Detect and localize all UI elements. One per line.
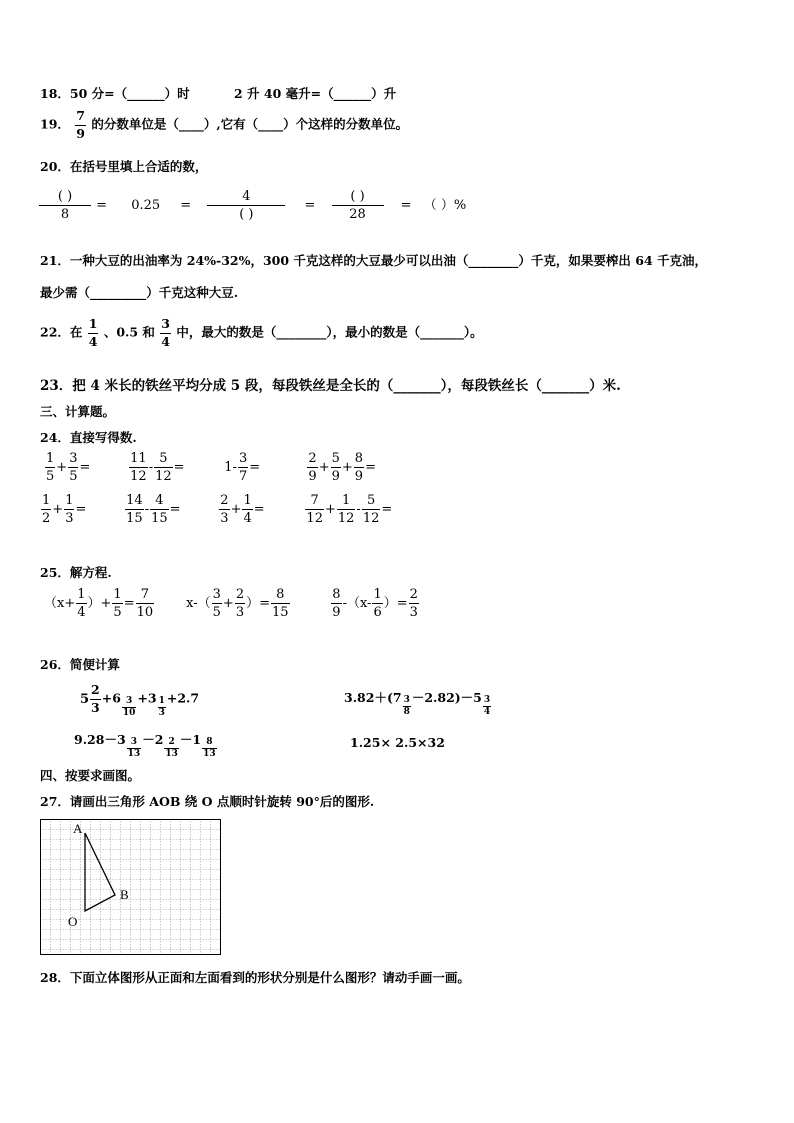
q22-line: [40, 318, 483, 348]
equals-sign: =: [400, 198, 412, 213]
q26-expr-3[interactable]: 9.28－3 $\frac{3}{13}$ －2 $\frac{2}{13}$ －1 $\frac{8}{13}$: [74, 732, 216, 759]
grid-border: [41, 820, 221, 955]
q24-title: 24．直接写得数.: [40, 430, 137, 445]
q20-fraction-1[interactable]: $\frac{( )}{8}$: [39, 190, 91, 221]
q25-equations: [44, 588, 420, 619]
q24-expr-7[interactable]: $\frac{2}{3}$ + $\frac{1}{4}$ =: [220, 493, 265, 526]
q18-number: 18．: [40, 86, 70, 101]
q21-line-1[interactable]: 21．一种大豆的出油率为 24%-32%，300 千克这样的大豆最少可以出油（________）千克，如果要榨出 64 千克油，: [40, 253, 708, 268]
q22-fraction-1: $\frac{1}{4}$: [88, 316, 98, 349]
q22-middle: 、0.5 和: [103, 324, 155, 340]
equals-sign: =: [96, 198, 108, 213]
q20-title: 20．在括号里填上合适的数，: [40, 159, 208, 174]
q24-row-2: [40, 494, 392, 525]
q19-number: 19．: [40, 116, 70, 132]
q20-fraction-3[interactable]: $\frac{( )}{28}$: [332, 190, 384, 221]
q24-expr-3[interactable]: 1- $\frac{3}{7}$ =: [224, 451, 261, 484]
q19-line: [40, 110, 408, 140]
q24-row-1: [44, 452, 376, 483]
q24-expr-6[interactable]: $\frac{14}{15}$ - $\frac{4}{15}$ =: [126, 493, 181, 526]
q22-suffix[interactable]: 中，最大的数是（________），最小的数是（_______）。: [176, 324, 483, 340]
q20-value: 0.25: [131, 198, 161, 213]
q19-fraction: $\frac{7}{9}$: [76, 108, 85, 141]
q24-expr-4[interactable]: $\frac{2}{9}$ + $\frac{5}{9}$ + $\frac{8}{9}$ =: [308, 451, 376, 484]
q25-equation-1[interactable]: （x+ $\frac{1}{4}$ ）+ $\frac{1}{5}$ = $\frac{7}{10}$: [44, 587, 154, 620]
q24-expr-8[interactable]: $\frac{7}{12}$ + $\frac{1}{12}$ - $\frac{5}{12}$ =: [306, 493, 393, 526]
equals-sign: =: [304, 198, 316, 213]
equals-sign: =: [180, 198, 192, 213]
q26-expr-1[interactable]: 5 $\frac{2}{3}$ +6 $\frac{3}{10}$ +3 $\frac{1}{3}$ +2.7: [80, 682, 200, 718]
q18-part1[interactable]: 50 分=（______）时: [69, 86, 190, 101]
q20-fraction-2[interactable]: $\frac{4}{( )}$: [207, 190, 285, 221]
point-b-label: B: [120, 887, 129, 902]
q28-title: 28．下面立体图形从正面和左面看到的形状分别是什么图形？请动手画一画。: [40, 970, 470, 985]
q27-title: 27．请画出三角形 AOB 绕 O 点顺时针旋转 90°后的图形.: [40, 794, 375, 809]
q20-percent-blank[interactable]: （ ）%: [423, 198, 467, 213]
section-4-heading: 四、按要求画图。: [40, 768, 141, 783]
rotation-grid[interactable]: [40, 819, 221, 955]
q25-equation-3[interactable]: $\frac{8}{9}$ -（x- $\frac{1}{6}$ ）= $\frac{2}{3}$: [332, 587, 418, 620]
q25-equation-2[interactable]: x-（ $\frac{3}{5}$ + $\frac{2}{3}$ ）= $\frac{8}{15}$: [186, 587, 289, 620]
q22-prefix: 22．在: [40, 324, 83, 340]
q26-title: 26．简便计算: [40, 657, 120, 672]
q26-expr-2[interactable]: 3.82＋(7 $\frac{3}{8}$ －2.82)－5 $\frac{3}{4}$: [344, 690, 491, 717]
grid-figure: [40, 819, 221, 955]
q23-line[interactable]: 23．把 4 米长的铁丝平均分成 5 段，每段铁丝是全长的（_______），每段铁丝长（_______）米.: [40, 378, 621, 394]
q24-expr-2[interactable]: $\frac{11}{12}$ - $\frac{5}{12}$ =: [130, 451, 185, 484]
q21-line-2[interactable]: 最少需（_________）千克这种大豆.: [40, 285, 239, 300]
section-3-heading: 三、计算题。: [40, 404, 116, 419]
point-o-label: O: [68, 914, 78, 929]
q26-expr-4[interactable]: 1.25× 2.5×32: [350, 735, 445, 750]
q24-expr-1[interactable]: $\frac{1}{5}$ + $\frac{3}{5}$ =: [46, 451, 91, 484]
point-a-label: A: [73, 821, 83, 836]
q22-fraction-2: $\frac{3}{4}$: [161, 316, 170, 349]
q19-text[interactable]: 的分数单位是（____）,它有（____）个这样的分数单位。: [91, 116, 409, 132]
q25-title: 25．解方程.: [40, 565, 112, 580]
q20-equation: [38, 190, 466, 221]
q24-expr-5[interactable]: $\frac{1}{2}$ + $\frac{1}{3}$ =: [42, 493, 87, 526]
q18-part2[interactable]: 2 升 40 毫升=（______）升: [234, 86, 397, 101]
q18-line: [40, 84, 396, 102]
